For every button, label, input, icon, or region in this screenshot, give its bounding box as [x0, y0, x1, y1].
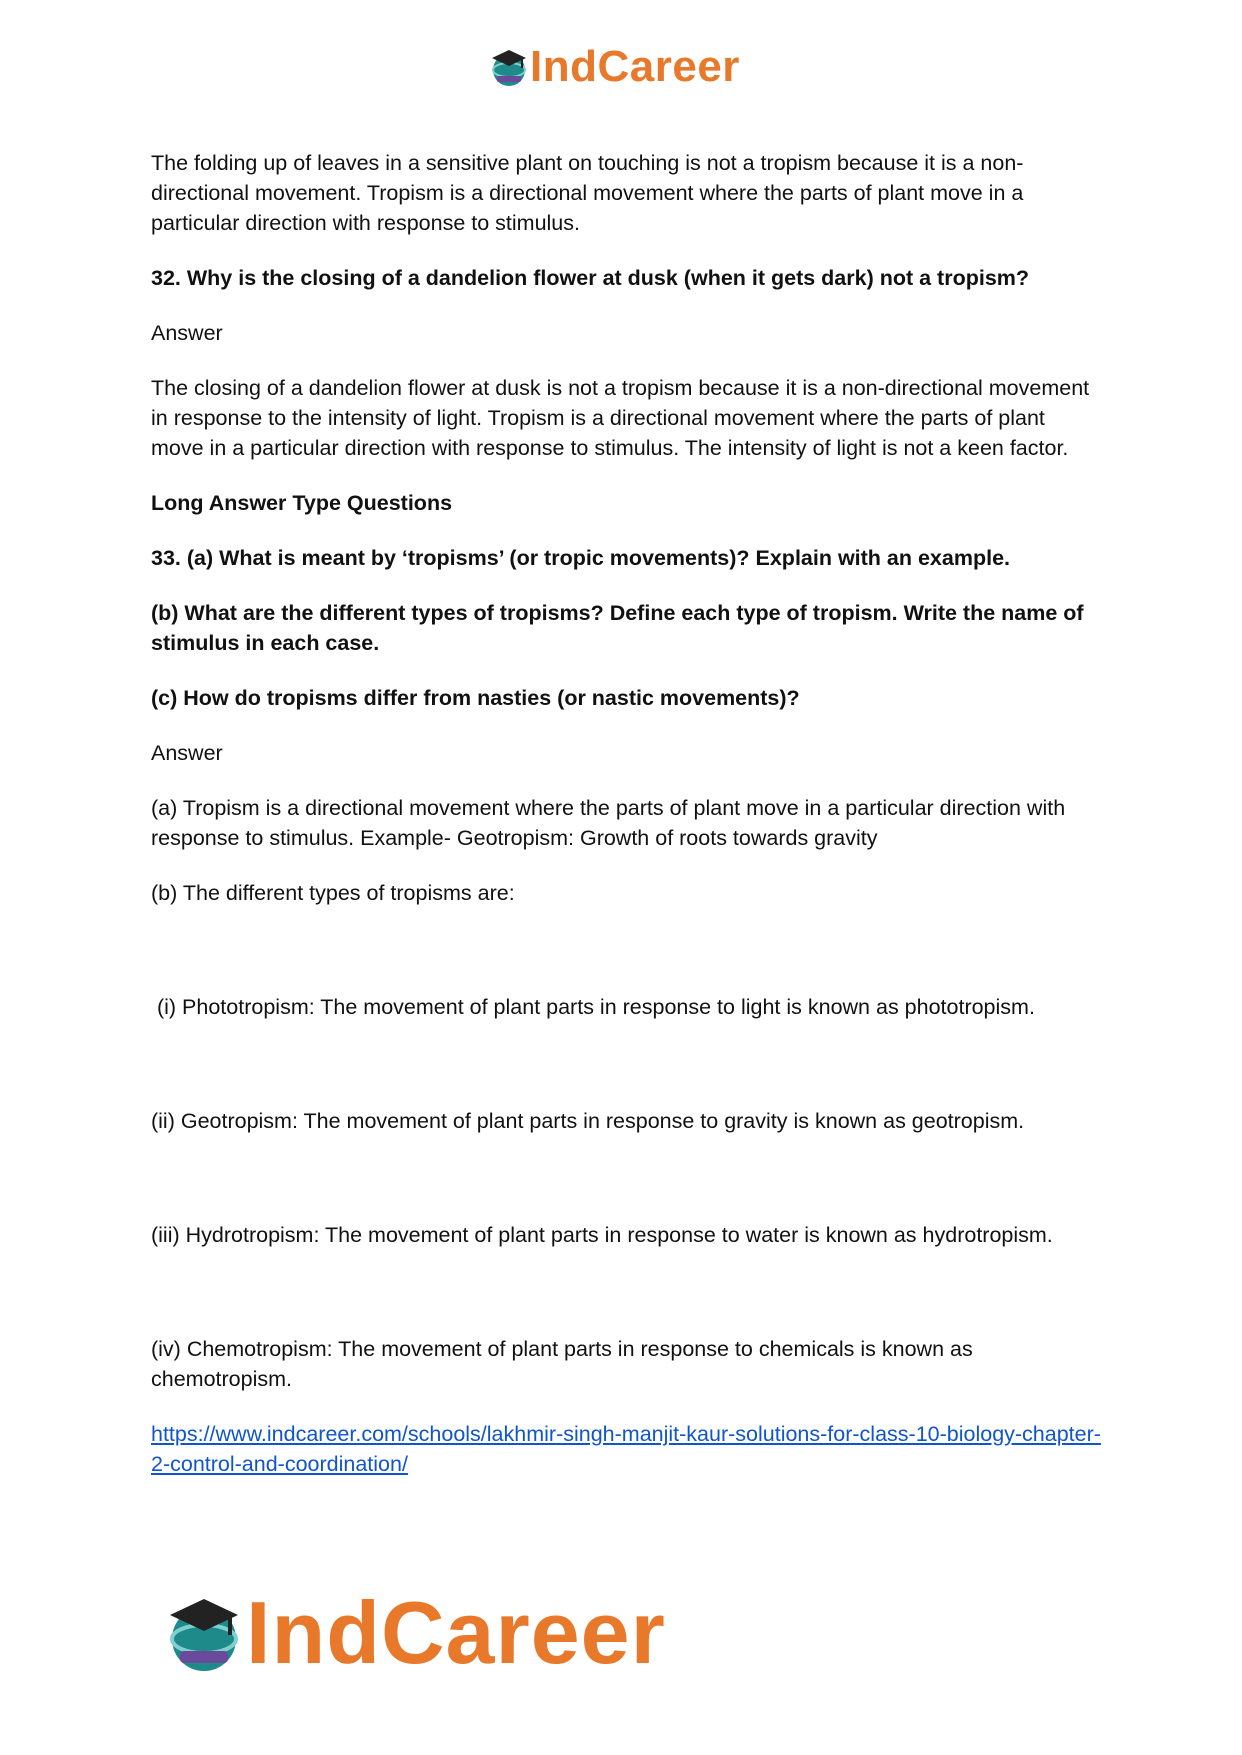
source-link[interactable]: https://www.indcareer.com/schools/lakhmir-singh-manjit-kaur-solutions-for-class-10-biology-chapter-2-control-and-coordination/: [151, 1422, 1101, 1476]
question-33c: (c) How do tropisms differ from nasties (or nastic movements)?: [151, 686, 800, 710]
answer-label: Answer: [151, 321, 223, 345]
footer-logo: [162, 1582, 666, 1684]
logo-wordmark: IndCareer: [246, 1583, 666, 1682]
paragraph: The folding up of leaves in a sensitive plant on touching is not a tropism because it is a non-directional movement. Tropism is a directional movement where the parts of plant move in a particular direction with response to stimulus.: [151, 151, 1024, 235]
answer-33b-ii: (ii) Geotropism: The movement of plant parts in response to gravity is known as geotropism.: [151, 1109, 1025, 1133]
question-33a: 33. (a) What is meant by ‘tropisms’ (or tropic movements)? Explain with an example.: [151, 546, 1011, 570]
logo-wordmark: IndCareer: [530, 42, 740, 91]
answer-32: The closing of a dandelion flower at dusk is not a tropism because it is a non-directional movement in response to the intensity of light. Tropism is a directional movement where the parts of plant move in a particular direction with response to stimulus. The intensity of light is not a keen factor.: [151, 376, 1090, 460]
section-heading: Long Answer Type Questions: [151, 491, 453, 515]
answer-33b-iii: (iii) Hydrotropism: The movement of plant parts in response to water is known as hydrotropism.: [151, 1223, 1053, 1247]
answer-33b-iv: (iv) Chemotropism: The movement of plant parts in response to chemicals is known as chemotropism.: [151, 1337, 973, 1391]
graduation-globe-icon: [162, 1591, 246, 1675]
question-33b: (b) What are the different types of tropisms? Define each type of tropism. Write the name of stimulus in each case.: [151, 601, 1084, 655]
header-logo: [488, 42, 740, 92]
answer-33a: (a) Tropism is a directional movement where the parts of plant move in a particular direction with response to stimulus. Example- Geotropism: Growth of roots towards gravity: [151, 796, 1066, 850]
answer-33b-intro: (b) The different types of tropisms are:: [151, 881, 515, 905]
graduation-globe-icon: [488, 46, 530, 88]
document-body: [151, 148, 1101, 1504]
answer-label: Answer: [151, 741, 223, 765]
answer-33b-i: (i) Phototropism: The movement of plant parts in response to light is known as phototropism.: [151, 995, 1035, 1019]
question-32: 32. Why is the closing of a dandelion flower at dusk (when it gets dark) not a tropism?: [151, 266, 1030, 290]
